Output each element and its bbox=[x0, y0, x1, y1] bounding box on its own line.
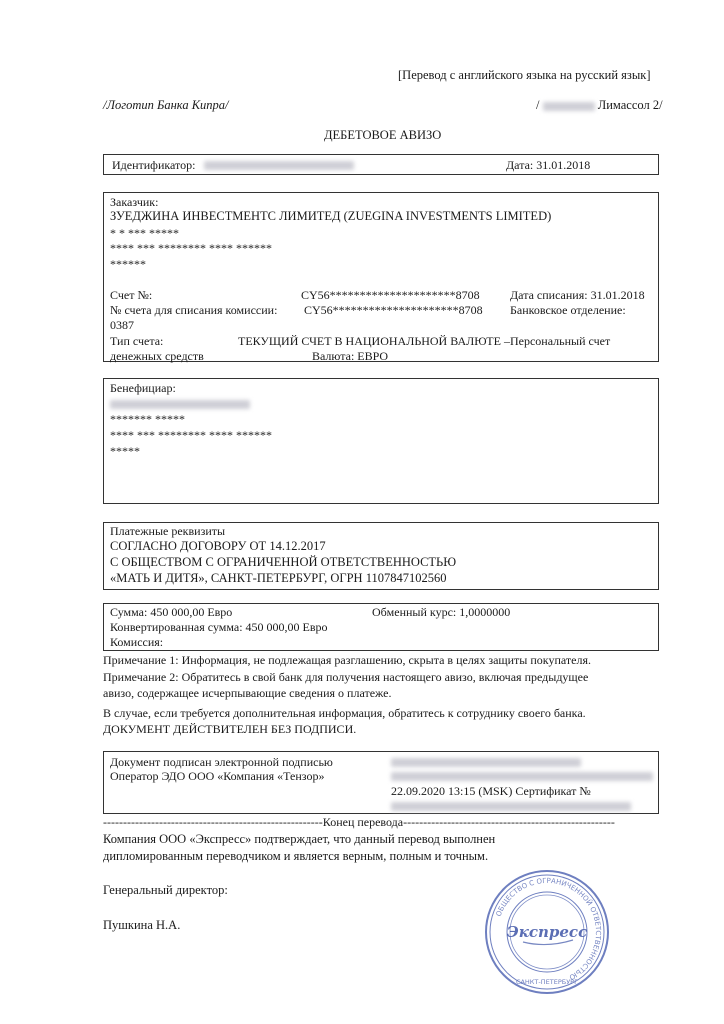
beneficiary-address-3: ***** bbox=[110, 444, 140, 458]
debit-date: Дата списания: 31.01.2018 bbox=[510, 288, 645, 302]
signature-box bbox=[103, 751, 659, 814]
advice-date: Дата: 31.01.2018 bbox=[506, 158, 591, 172]
branch-value: 0387 bbox=[110, 318, 134, 332]
note-2b: авизо, содержащее исчерпывающие сведения о платеже. bbox=[103, 686, 392, 700]
confirmation-line-1: Компания ООО «Экспресс» подтверждает, что данный перевод выполнен bbox=[103, 832, 496, 846]
exchange-rate: Обменный курс: 1,0000000 bbox=[372, 605, 511, 619]
amount: Сумма: 450 000,00 Евро bbox=[110, 605, 233, 619]
payment-details-line-2: С ОБЩЕСТВОМ С ОГРАНИЧЕННОЙ ОТВЕТСТВЕННОСТЬЮ bbox=[110, 555, 457, 569]
account-type-continued: денежных средств bbox=[110, 349, 204, 363]
branch-label: Банковское отделение: bbox=[510, 303, 626, 317]
identifier-label: Идентификатор: bbox=[112, 158, 196, 172]
translation-note: [Перевод с английского языка на русский язык] bbox=[398, 68, 651, 82]
identifier-box bbox=[103, 154, 659, 175]
signature-timestamp: 22.09.2020 13:15 (MSK) Сертификат № bbox=[391, 784, 591, 798]
beneficiary-box bbox=[103, 378, 659, 504]
commission: Комиссия: bbox=[110, 635, 164, 649]
note-2a: Примечание 2: Обратитесь в свой банк для получения настоящего авизо, включая предыдущее bbox=[103, 670, 589, 684]
location bbox=[536, 98, 663, 113]
signature-line-2: Оператор ЭДО ООО «Компания «Тензор» bbox=[110, 769, 325, 783]
redacted-phone bbox=[543, 102, 595, 111]
confirmation-line-2: дипломированным переводчиком и является верным, полным и точным. bbox=[103, 849, 489, 863]
bank-logo-placeholder: /Логотип Банка Кипра/ bbox=[103, 98, 229, 112]
beneficiary-address-2: **** *** ******** **** ****** bbox=[110, 428, 272, 442]
redacted-identifier bbox=[204, 161, 354, 170]
stamp-company-name: Экспресс bbox=[506, 923, 588, 941]
page-title: ДЕБЕТОВОЕ АВИЗО bbox=[324, 128, 442, 142]
note-3: В случае, если требуется дополнительная информация, обратитесь к сотруднику своего банка. bbox=[103, 706, 586, 720]
stamp-ring-text: ОБЩЕСТВО С ОГРАНИЧЕННОЙ ОТВЕТСТВЕННОСТЬЮ bbox=[494, 876, 603, 982]
note-4: ДОКУМЕНТ ДЕЙСТВИТЕЛЕН БЕЗ ПОДПИСИ. bbox=[103, 722, 357, 736]
account-value: CY56*********************8708 bbox=[301, 288, 480, 302]
location-prefix: / bbox=[536, 98, 540, 112]
director-label: Генеральный директор: bbox=[103, 883, 228, 897]
customer-address-1: * * *** ***** bbox=[110, 226, 179, 240]
account-type-value: ТЕКУЩИЙ СЧЕТ В НАЦИОНАЛЬНОЙ ВАЛЮТЕ –Персональный счет bbox=[238, 334, 611, 348]
payment-details-label: Платежные реквизиты bbox=[110, 524, 226, 538]
customer-address-2: **** *** ******** **** ****** bbox=[110, 241, 272, 255]
customer-name: ЗУЕДЖИНА ИНВЕСТМЕНТС ЛИМИТЕД (ZUEGINA INVESTMENTS LIMITED) bbox=[110, 209, 552, 223]
amounts-box bbox=[103, 603, 659, 651]
payment-details-line-1: СОГЛАСНО ДОГОВОРУ ОТ 14.12.2017 bbox=[110, 539, 326, 553]
account-label: Счет №: bbox=[110, 288, 153, 302]
director-name: Пушкина Н.А. bbox=[103, 918, 181, 932]
customer-address-3: ****** bbox=[110, 257, 146, 271]
converted-amount: Конвертированная сумма: 450 000,00 Евро bbox=[110, 620, 328, 634]
customer-box bbox=[103, 192, 659, 362]
stamp-city: САНКТ-ПЕТЕРБУРГ bbox=[515, 978, 579, 986]
customer-label: Заказчик: bbox=[110, 195, 159, 209]
location-city: Лимассол 2/ bbox=[597, 98, 663, 112]
account-type-label: Тип счета: bbox=[110, 334, 164, 348]
signature-line-1: Документ подписан электронной подписью bbox=[110, 755, 333, 769]
end-of-translation: -------------------------------------------------------Конец перевода----------------------------------------------------- bbox=[103, 815, 615, 829]
commission-account-label: № счета для списания комиссии: bbox=[110, 303, 278, 317]
redacted-beneficiary-name bbox=[110, 400, 250, 409]
commission-account-value: CY56*********************8708 bbox=[304, 303, 483, 317]
payment-details-line-3: «МАТЬ И ДИТЯ», САНКТ-ПЕТЕРБУРГ, ОГРН 1107847102560 bbox=[110, 571, 447, 585]
currency: Валюта: ЕВРО bbox=[312, 349, 389, 363]
beneficiary-address-1: ******* ***** bbox=[110, 412, 185, 426]
redacted-certificate bbox=[391, 802, 631, 811]
beneficiary-label: Бенефициар: bbox=[110, 381, 176, 395]
redacted-signer-name bbox=[391, 772, 653, 781]
payment-details-box bbox=[103, 522, 659, 590]
redacted-signer-org bbox=[391, 758, 581, 767]
company-stamp bbox=[483, 868, 611, 996]
note-1: Примечание 1: Информация, не подлежащая разглашению, скрыта в целях защиты покупателя. bbox=[103, 653, 591, 667]
